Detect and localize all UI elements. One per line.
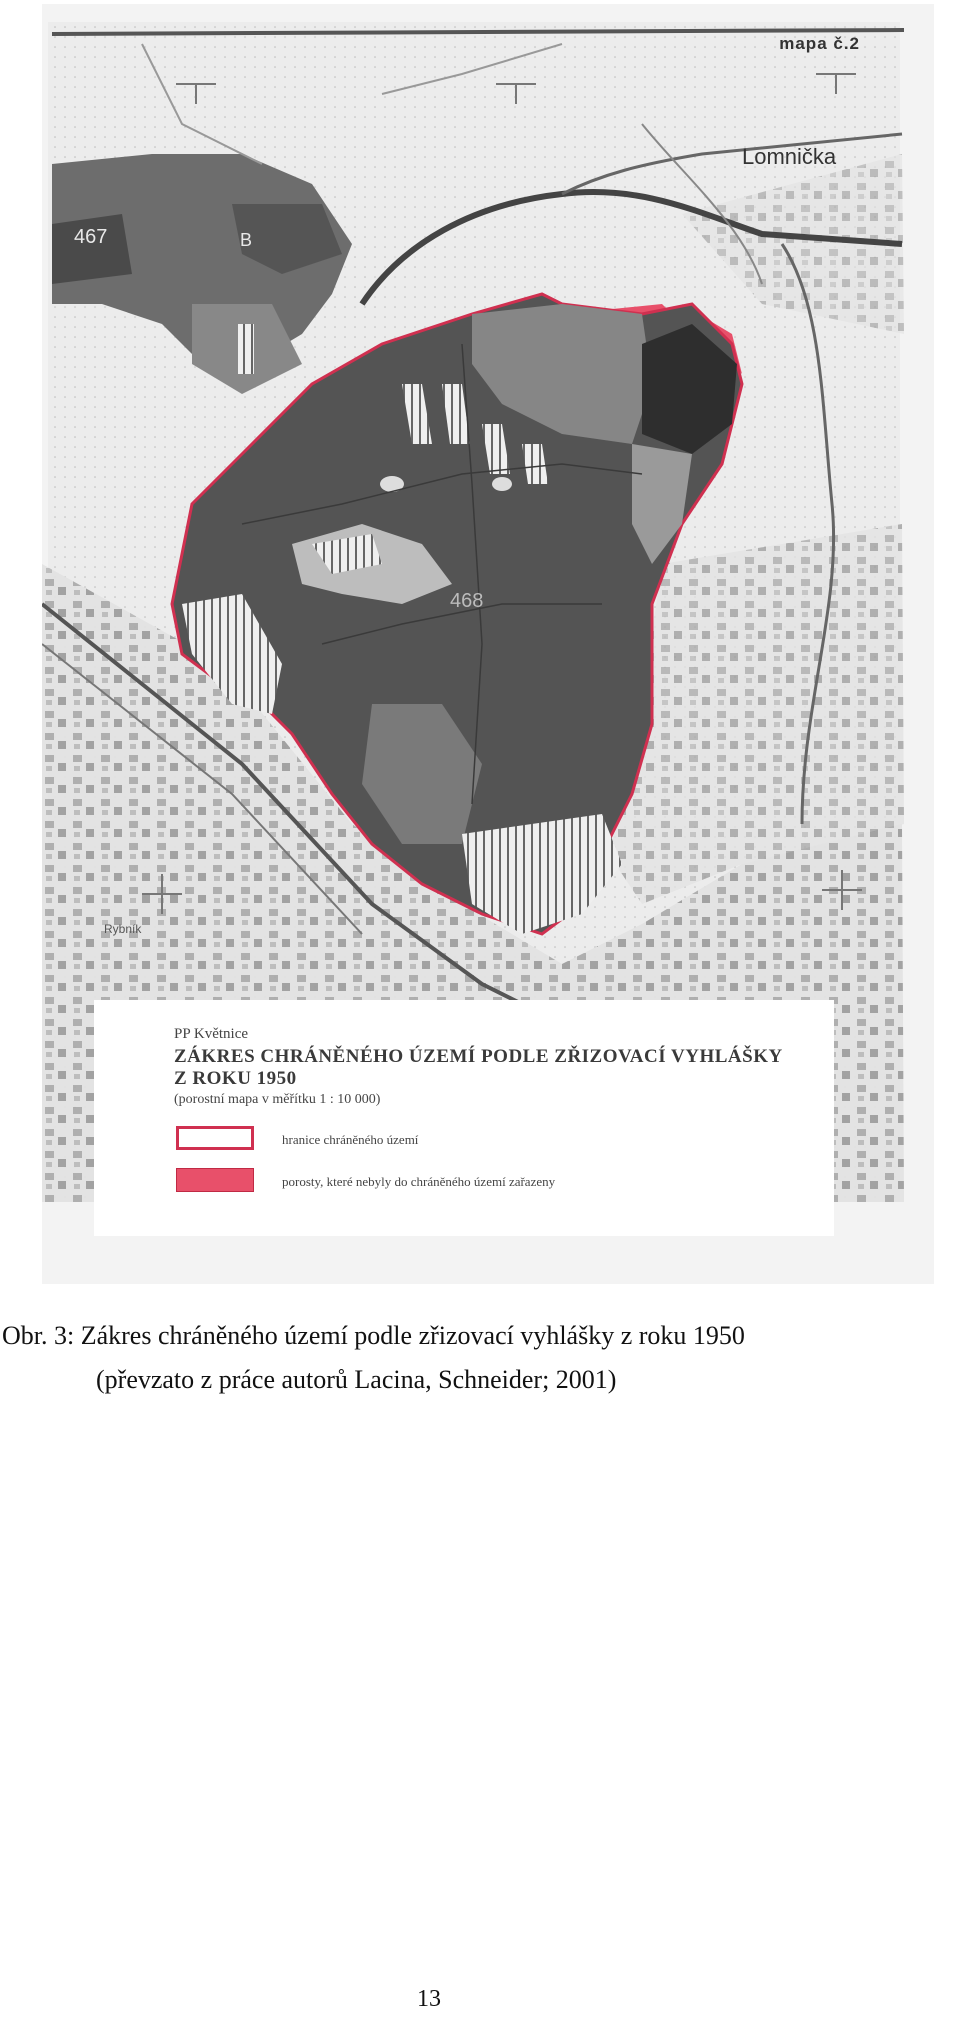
legend-title: Z ROKU 1950 xyxy=(174,1068,297,1089)
parcel-label: B xyxy=(240,230,253,250)
legend-swatch-boundary xyxy=(176,1126,254,1150)
legend-item-label: hranice chráněného území xyxy=(282,1132,419,1147)
map-legend xyxy=(114,1004,834,1234)
caption-line: (převzato z práce autorů Lacina, Schneider; 2001) xyxy=(96,1365,617,1394)
caption-line: Obr. 3: Zákres chráněného území podle zřizovací vyhlášky z roku 1950 xyxy=(2,1321,745,1350)
map-number-label: mapa č.2 xyxy=(779,34,860,53)
legend-swatch-excluded xyxy=(176,1168,254,1192)
page-number: 13 xyxy=(417,1986,441,2012)
legend-title: ZÁKRES CHRÁNĚNÉHO ÚZEMÍ PODLE ZŘIZOVACÍ VYHLÁŠKY xyxy=(174,1046,783,1067)
legend-subtitle: PP Květnice xyxy=(174,1026,249,1042)
legend-item-label: porosty, které nebyly do chráněného území zařazeny xyxy=(282,1174,556,1189)
parcel-label: 468 xyxy=(450,590,484,612)
place-name-label: Lomnička xyxy=(742,144,837,169)
parcel-label: 467 xyxy=(74,226,108,248)
legend-scale: (porostní mapa v měřítku 1 : 10 000) xyxy=(174,1092,381,1107)
place-label: Rybník xyxy=(104,922,142,936)
scanned-map-figure xyxy=(42,4,934,1284)
